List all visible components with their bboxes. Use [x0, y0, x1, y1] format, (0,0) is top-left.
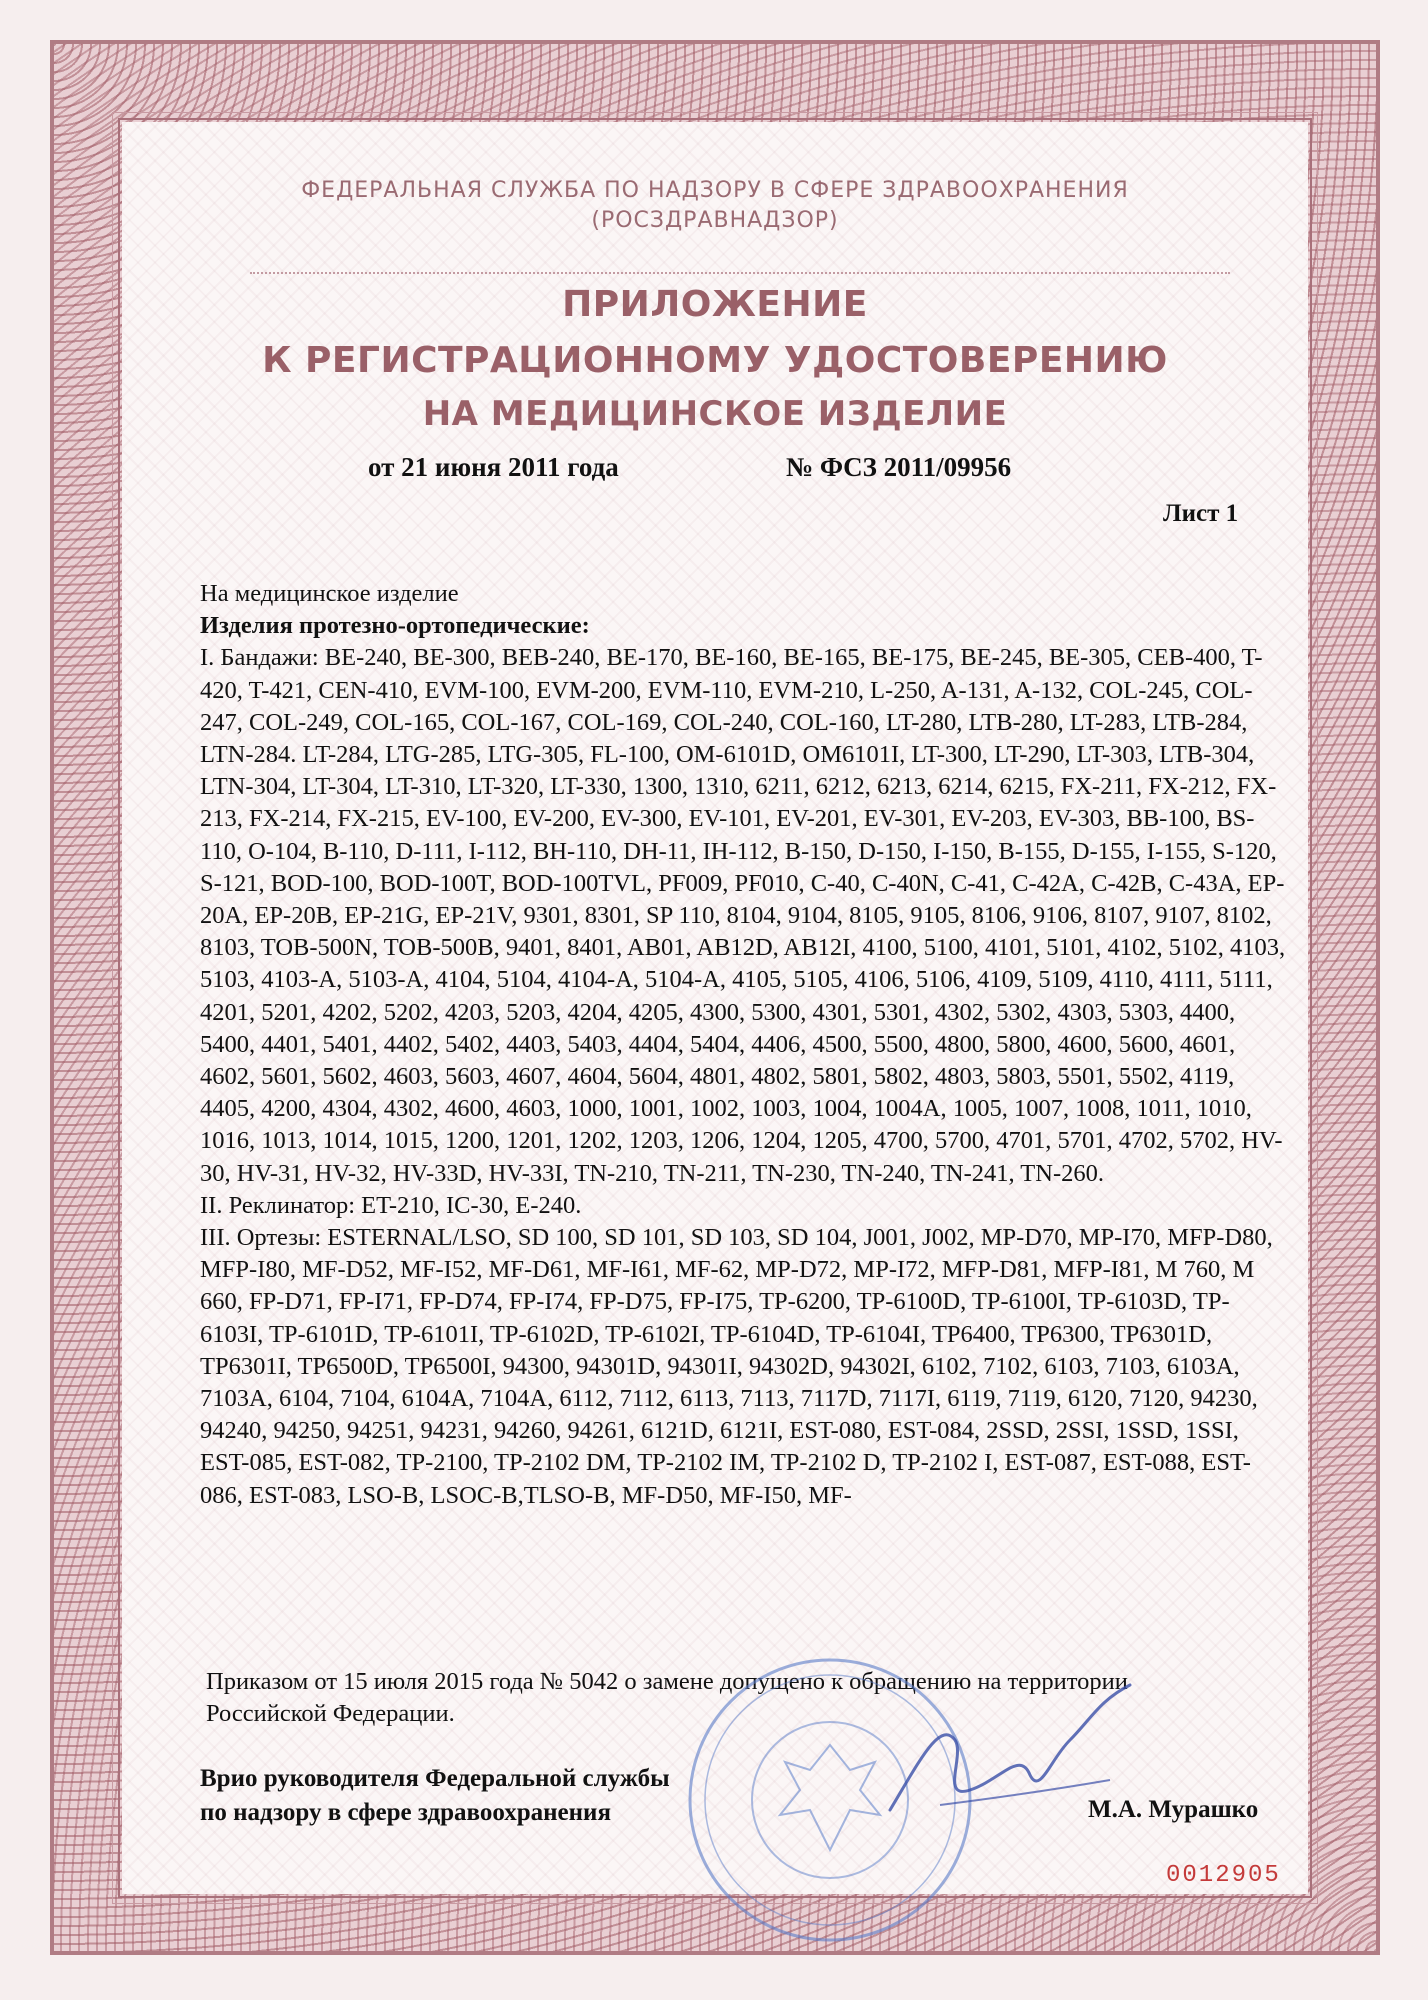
document-subtitle-line2: НА МЕДИЦИНСКОЕ ИЗДЕЛИЕ	[422, 394, 1008, 434]
intro-line: На медицинское изделие	[200, 580, 459, 607]
signer-position-line2: по надзору в сфере здравоохранения	[200, 1799, 611, 1826]
signer-position	[200, 1762, 670, 1830]
serial-number: 0012905	[1166, 1862, 1281, 1889]
agency-abbreviation: (РОСЗДРАВНАДЗОР)	[591, 208, 839, 233]
product-heading: Изделия протезно-ортопедические:	[200, 612, 590, 640]
section-orthoses: III. Ортезы: ESTERNAL/LSO, SD 100, SD 101, SD 103, SD 104, J001, J002, MP-D70, MP-I70, MFP-D80, MFP-I80, MF-D52, MF-I52, MF-D61, MF-I61, MF-62, MP-D72, MP-I72, MFP-D81, MFP-I81, M 760, M 660, FP-D71, FP-I71, FP-D74, FP-I74, FP-D75, FP-I75, TP-6200, TP-6100D, TP-6100I, TP-6103D, TP-6103I, TP-6101D, TP-6101I, TP-6102D, TP-6102I, TP-6104D, TP-6104I, TP6400, TP6300, TP6301D, TP6301I, TP6500D, TP6500I, 94300, 94301D, 94301I, 94302D, 94302I, 6102, 7102, 6103, 7103, 6103A, 7103A, 6104, 7104, 6104A, 7104A, 6112, 7112, 6113, 7113, 7117D, 7117I, 6119, 7119, 6120, 7120, 94230, 94240, 94250, 94251, 94231, 94260, 94261, 6121D, 6121I, EST-080, EST-084, 2SSD, 2SSI, 1SSD, 1SSI, EST-085, EST-082, TP-2100, TP-2102 DM, TP-2102 IM, TP-2102 D, TP-2102 I, EST-087, EST-088, EST-086, EST-083, LSO-B, LSOC-B,TLSO-B, MF-D50, MF-I50, MF-	[200, 1224, 1273, 1509]
document-subtitle-line1: К РЕГИСТРАЦИОННОМУ УДОСТОВЕРЕНИЮ	[262, 340, 1168, 381]
document-body	[200, 578, 1290, 1512]
section-reclinator: II. Реклинатор: ET-210, IC-30, E-240.	[200, 1191, 582, 1219]
agency-name: ФЕДЕРАЛЬНАЯ СЛУЖБА ПО НАДЗОРУ В СФЕРЕ ЗДРАВООХРАНЕНИЯ	[301, 178, 1129, 203]
document-title: ПРИЛОЖЕНИЕ	[562, 284, 868, 325]
signer-name: М.А. Мурашко	[1088, 1796, 1259, 1823]
registration-date: от 21 июня 2011 года	[368, 452, 619, 482]
signer-position-line1: Врио руководителя Федеральной службы	[200, 1765, 670, 1792]
order-note: Приказом от 15 июля 2015 года № 5042 о замене допущено к обращению на территории Российской Федерации.	[206, 1668, 1128, 1727]
registration-number: № ФСЗ 2011/09956	[786, 452, 1012, 482]
header-divider	[250, 272, 1230, 274]
section-bandages: I. Бандажи: BE-240, BE-300, BEB-240, BE-170, BE-160, BE-165, BE-175, BE-245, BE-305, CEB-400, T-420, T-421, CEN-410, EVM-100, EVM-200, EVM-110, EVM-210, L-250, A-131, A-132, COL-245, COL-247, COL-249, COL-165, COL-167, COL-169, COL-240, COL-160, LT-280, LTB-280, LT-283, LTB-284, LTN-284. LT-284, LTG-285, LTG-305, FL-100, OM-6101D, OM6101I, LT-300, LT-290, LT-303, LTB-304, LTN-304, LT-304, LT-310, LT-320, LT-330, 1300, 1310, 6211, 6212, 6213, 6214, 6215, FX-211, FX-212, FX-213, FX-214, FX-215, EV-100, EV-200, EV-300, EV-101, EV-201, EV-301, EV-203, EV-303, BB-100, BS-110, O-104, B-110, D-111, I-112, BH-110, DH-11, IH-112, B-150, D-150, I-150, B-155, D-155, I-155, S-120, S-121, BOD-100, BOD-100T, BOD-100TVL, PF009, PF010, C-40, C-40N, C-41, C-42A, C-42B, C-43A, EP-20A, EP-20B, EP-21G, EP-21V, 9301, 8301, SP 110, 8104, 9104, 8105, 9105, 8106, 9106, 8107, 9107, 8102, 8103, TOB-500N, TOB-500B, 9401, 8401, AB01, AB12D, AB12I, 4100, 5100, 4101, 5101, 4102, 5102, 4103, 5103, 4103-A, 5103-A, 4104, 5104, 4104-A, 5104-A, 4105, 5105, 4106, 5106, 4109, 5109, 4110, 4111, 5111, 4201, 5201, 4202, 5202, 4203, 5203, 4204, 4205, 4300, 5300, 4301, 5301, 4302, 5302, 4303, 5303, 4400, 5400, 4401, 5401, 4402, 5402, 4403, 5403, 4404, 5404, 4406, 4500, 5500, 4800, 5800, 4600, 5600, 4601, 4602, 5601, 5602, 4603, 5603, 4607, 4604, 5604, 4801, 4802, 5801, 5802, 4803, 5803, 5501, 5502, 4119, 4405, 4200, 4304, 4302, 4600, 4603, 1000, 1001, 1002, 1003, 1004, 1004A, 1005, 1007, 1008, 1011, 1010, 1016, 1013, 1014, 1015, 1200, 1201, 1202, 1203, 1206, 1204, 1205, 4700, 5700, 4701, 5701, 4702, 5702, HV-30, HV-31, HV-32, HV-33D, HV-33I, TN-210, TN-211, TN-230, TN-240, TN-241, TN-260.	[200, 644, 1286, 1187]
sheet-number: Лист 1	[1163, 500, 1239, 527]
